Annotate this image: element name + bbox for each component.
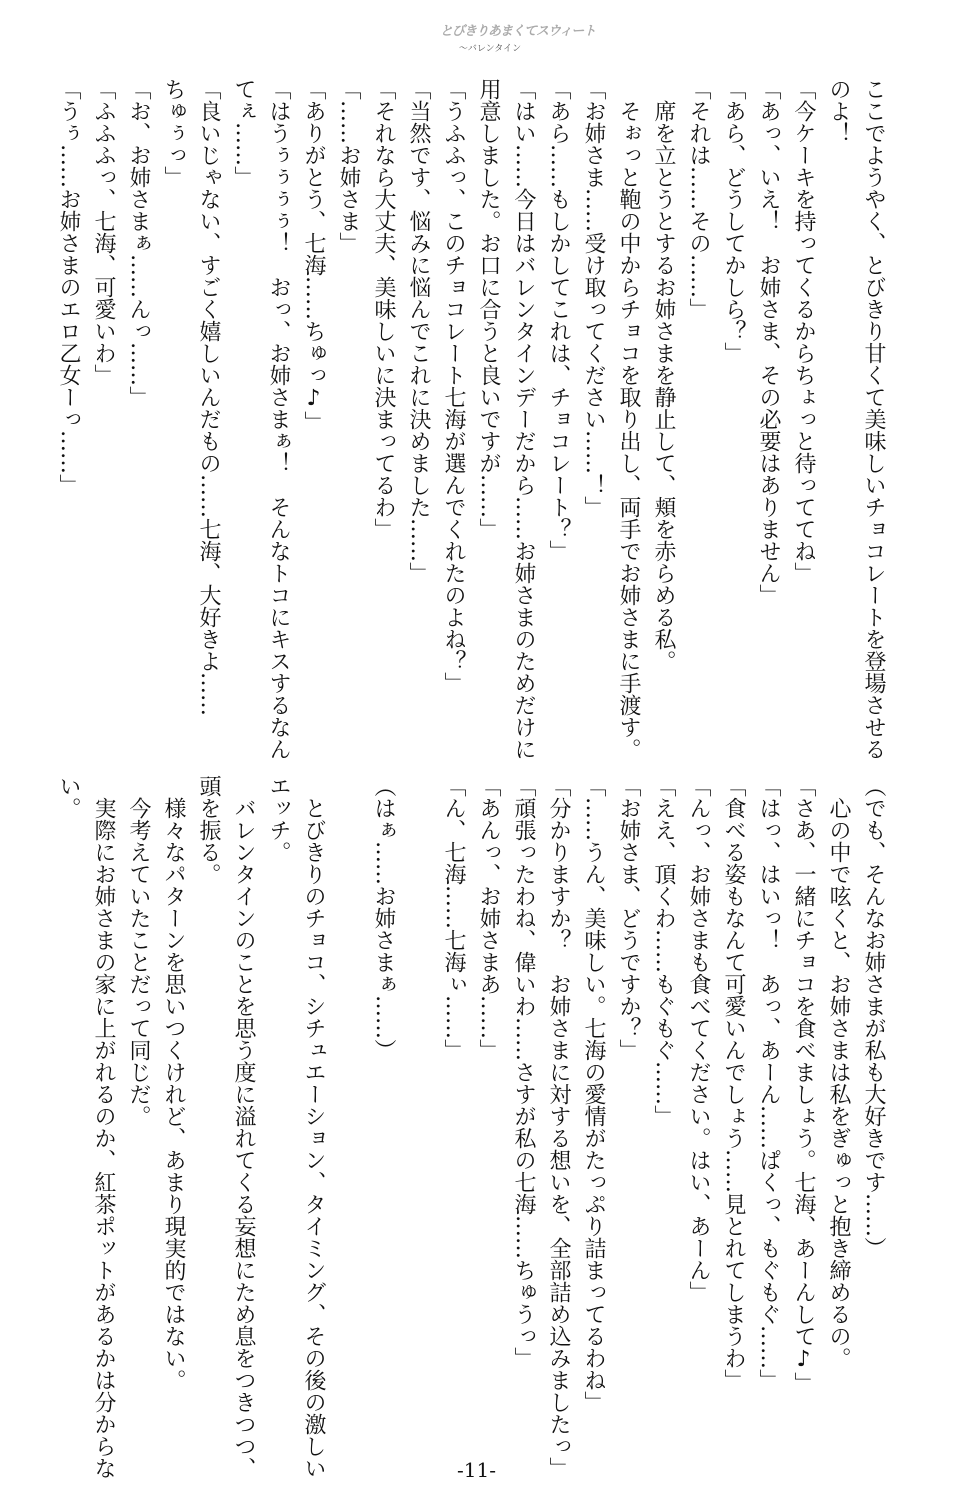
text-column: エッチ。 (266, 775, 291, 863)
logo-title: とびきりあまくてスウィート (440, 24, 596, 39)
text-column: 「はい……今日はバレンタインデーだから……お姉さまのためだけに (511, 78, 536, 760)
text-column: 「うぅ……お姉さまのエロ乙女ーっ……」 (56, 78, 81, 496)
upper-text-block (51, 78, 891, 760)
text-column: 「良いじゃない、すごく嬉しいんだもの……七海、大好きよ…… (196, 78, 221, 716)
text-column: 「ふふふっ、七海、可愛いわ」 (91, 78, 116, 386)
text-column (331, 775, 366, 1415)
text-column: 「さあ、一緒にチョコを食べましょう。七海、あーんして♪」 (791, 775, 816, 1394)
logo-subtitle: ～バレンタイン (458, 44, 522, 54)
text-column: 「それなら大丈夫、美味しいに決まってるわ」 (371, 78, 396, 540)
text-column: 用意しました。お口に合うと良いですが……」 (476, 78, 501, 540)
text-column: 「ん、七海……七海ぃ……」 (441, 775, 466, 1061)
text-column: 「当然です、悩みに悩んでこれに決めました……」 (406, 78, 431, 584)
text-column: 「分かりますか？ お姉さまに対する想いを、全部詰め込みましたっ」 (546, 775, 571, 1479)
text-column: 「お姉さま……受け取ってください……！」 (581, 78, 606, 518)
text-column: 心の中で呟くと、お姉さまは私をぎゅっと抱き締めるの。 (826, 775, 851, 1369)
text-column: とびきりのチョコ、シチュエーション、タイミング、その後の激しい (301, 775, 326, 1479)
text-column: 「お姉さま、どうですか？」 (616, 775, 641, 1061)
text-column: 「……うん、美味しい。七海の愛情がたっぷり詰まってるわね」 (581, 775, 606, 1413)
text-column: （でも、そんなお姉さまが私も大好きです……） (861, 775, 886, 1259)
text-column: （はぁ……お姉さまぁ……） (371, 775, 396, 1061)
text-column (401, 775, 436, 1415)
text-column: 「うふふっ、このチョコレート七海が選んでくれたのよね？」 (441, 78, 466, 694)
text-column: 「あんっ、お姉さまあ……」 (476, 775, 501, 1061)
text-column: 「ありがとう、七海……ちゅっ♪」 (301, 78, 326, 433)
text-column: 様々なパターンを思いつくけれど、あまり現実的ではない。 (161, 775, 186, 1391)
text-column: てぇ……」 (231, 78, 256, 188)
text-column: 「それは……その……」 (686, 78, 711, 320)
text-column: い。 (56, 775, 81, 819)
text-column: 「はっ、はいっ！ あっ、あーん……ぱくっ、もぐもぐ……」 (756, 775, 781, 1391)
text-column: 今考えていたことだって同じだ。 (126, 775, 151, 1127)
text-column: 「食べる姿もなんて可愛いんでしょう……見とれてしまうわ」 (721, 775, 746, 1391)
text-column: 「頑張ったわね、偉いわ……さすが私の七海……ちゅうっ」 (511, 775, 536, 1369)
text-column: 「あら、どうしてかしら？」 (721, 78, 746, 364)
text-column: 頭を振る。 (196, 775, 221, 885)
text-column: ちゅぅっ」 (161, 78, 186, 188)
page-number: -11- (457, 1458, 496, 1482)
text-column: 「んっ、お姉さまも食べてください。はい、あーん」 (686, 775, 711, 1303)
text-column: 「あら……もしかしてこれは、チョコレート？」 (546, 78, 571, 562)
text-column: ここでようやく、とびきり甘くて美味しいチョコレートを登場させる (861, 78, 886, 760)
text-column: そぉっと鞄の中からチョコを取り出し、両手でお姉さまに手渡す。 (616, 78, 641, 760)
text-column: のよ！ (826, 78, 851, 144)
text-column: バレンタインのことを思う度に溢れてくる妄想にため息をつきつつ、 (231, 775, 256, 1479)
text-column: 実際にお姉さまの家に上がれるのか、紅茶ポットがあるかは分からな (91, 775, 116, 1479)
text-column: 席を立とうとするお姉さまを静止して、頬を赤らめる私。 (651, 78, 676, 672)
text-column: 「はうぅぅぅぅ！ おっ、お姉さまぁ！ そんなトコにキスするなん (266, 78, 291, 760)
text-column: 「お、お姉さまぁ……んっ……」 (126, 78, 151, 408)
text-column: 「あっ、いえ！ お姉さま、その必要はありません」 (756, 78, 781, 606)
text-column: 「今ケーキを持ってくるからちょっと待っててね」 (791, 78, 816, 584)
text-column: 「ええ、頂くわ……もぐもぐ……」 (651, 775, 676, 1127)
header-logo (440, 20, 596, 64)
text-column: 「……お姉さま」 (336, 78, 361, 254)
